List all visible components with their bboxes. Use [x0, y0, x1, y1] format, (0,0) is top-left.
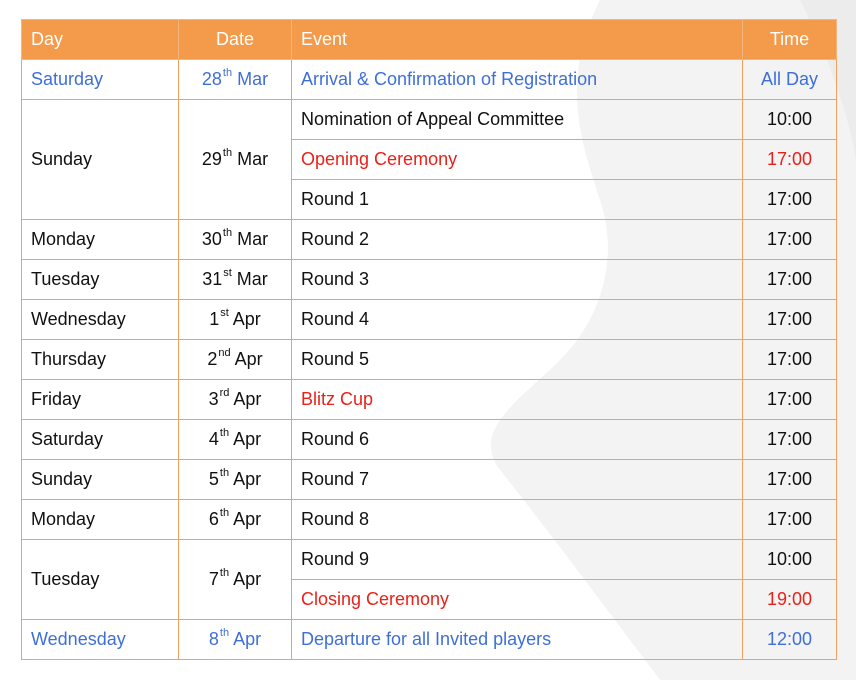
date-suffix: th [219, 507, 230, 519]
header-event: Event [292, 20, 743, 60]
date-suffix: th [222, 227, 233, 239]
date-suffix: st [223, 267, 232, 279]
date-number: 29 [201, 149, 222, 169]
table-row [22, 420, 837, 460]
day-cell: Monday [22, 500, 179, 540]
date-month: Apr [233, 389, 262, 409]
date-number: 3 [208, 389, 219, 409]
time-cell: 17:00 [743, 500, 837, 540]
event-cell: Round 2 [292, 220, 743, 260]
date-month: Apr [233, 629, 262, 649]
event-cell: Round 8 [292, 500, 743, 540]
table-row [22, 60, 837, 100]
date-cell [179, 380, 292, 420]
date-suffix: th [219, 567, 230, 579]
date-number: 4 [208, 429, 219, 449]
date-cell [179, 500, 292, 540]
date-number: 31 [202, 269, 223, 289]
time-cell: 17:00 [743, 300, 837, 340]
time-cell: 17:00 [743, 260, 837, 300]
day-cell: Tuesday [22, 540, 179, 620]
table-row [22, 460, 837, 500]
date-month: Mar [236, 269, 268, 289]
day-cell: Thursday [22, 340, 179, 380]
day-cell: Sunday [22, 100, 179, 220]
schedule-table [21, 19, 837, 660]
date-suffix: th [222, 147, 233, 159]
time-cell: 17:00 [743, 380, 837, 420]
table-row [22, 100, 837, 140]
date-month: Mar [237, 149, 269, 169]
event-cell: Arrival & Confirmation of Registration [292, 60, 743, 100]
header-time: Time [743, 20, 837, 60]
day-cell: Wednesday [22, 620, 179, 660]
date-number: 7 [208, 569, 219, 589]
date-month: Apr [232, 309, 261, 329]
table-row [22, 540, 837, 580]
date-number: 1 [209, 309, 220, 329]
date-cell [179, 60, 292, 100]
time-cell: 12:00 [743, 620, 837, 660]
time-cell: 10:00 [743, 540, 837, 580]
date-cell [179, 300, 292, 340]
date-month: Mar [237, 69, 269, 89]
date-month: Apr [233, 569, 262, 589]
date-month: Apr [233, 469, 262, 489]
event-cell: Round 1 [292, 180, 743, 220]
date-cell [179, 260, 292, 300]
date-suffix: th [219, 467, 230, 479]
time-cell: 17:00 [743, 340, 837, 380]
event-cell: Opening Ceremony [292, 140, 743, 180]
time-cell: 19:00 [743, 580, 837, 620]
date-number: 2 [207, 349, 218, 369]
date-number: 30 [201, 229, 222, 249]
header-day: Day [22, 20, 179, 60]
day-cell: Friday [22, 380, 179, 420]
event-cell: Round 5 [292, 340, 743, 380]
schedule-body [22, 60, 837, 660]
date-cell [179, 100, 292, 220]
event-cell: Closing Ceremony [292, 580, 743, 620]
table-row [22, 500, 837, 540]
table-row [22, 340, 837, 380]
time-cell: 10:00 [743, 100, 837, 140]
table-row [22, 380, 837, 420]
event-cell: Nomination of Appeal Committee [292, 100, 743, 140]
event-cell: Round 4 [292, 300, 743, 340]
day-cell: Monday [22, 220, 179, 260]
time-cell: 17:00 [743, 420, 837, 460]
date-number: 8 [208, 629, 219, 649]
date-suffix: st [220, 307, 229, 319]
time-cell: 17:00 [743, 220, 837, 260]
date-month: Apr [233, 429, 262, 449]
date-month: Mar [237, 229, 269, 249]
date-number: 28 [201, 69, 222, 89]
date-suffix: rd [219, 387, 230, 399]
date-cell [179, 540, 292, 620]
date-suffix: th [219, 427, 230, 439]
date-cell [179, 420, 292, 460]
date-cell [179, 340, 292, 380]
event-cell: Round 9 [292, 540, 743, 580]
time-cell: 17:00 [743, 180, 837, 220]
day-cell: Sunday [22, 460, 179, 500]
event-cell: Round 7 [292, 460, 743, 500]
day-cell: Saturday [22, 60, 179, 100]
event-cell: Blitz Cup [292, 380, 743, 420]
date-suffix: th [219, 627, 230, 639]
header-row [22, 20, 837, 60]
table-row [22, 300, 837, 340]
date-number: 5 [208, 469, 219, 489]
time-cell: 17:00 [743, 460, 837, 500]
header-date: Date [179, 20, 292, 60]
day-cell: Tuesday [22, 260, 179, 300]
table-row [22, 260, 837, 300]
table-row [22, 220, 837, 260]
event-cell: Round 6 [292, 420, 743, 460]
date-number: 6 [208, 509, 219, 529]
date-suffix: th [222, 67, 233, 79]
event-cell: Departure for all Invited players [292, 620, 743, 660]
date-month: Apr [233, 509, 262, 529]
date-cell [179, 220, 292, 260]
time-cell: All Day [743, 60, 837, 100]
date-cell [179, 620, 292, 660]
time-cell: 17:00 [743, 140, 837, 180]
event-cell: Round 3 [292, 260, 743, 300]
date-cell [179, 460, 292, 500]
day-cell: Saturday [22, 420, 179, 460]
day-cell: Wednesday [22, 300, 179, 340]
table-row [22, 620, 837, 660]
date-month: Apr [234, 349, 263, 369]
date-suffix: nd [218, 347, 231, 359]
